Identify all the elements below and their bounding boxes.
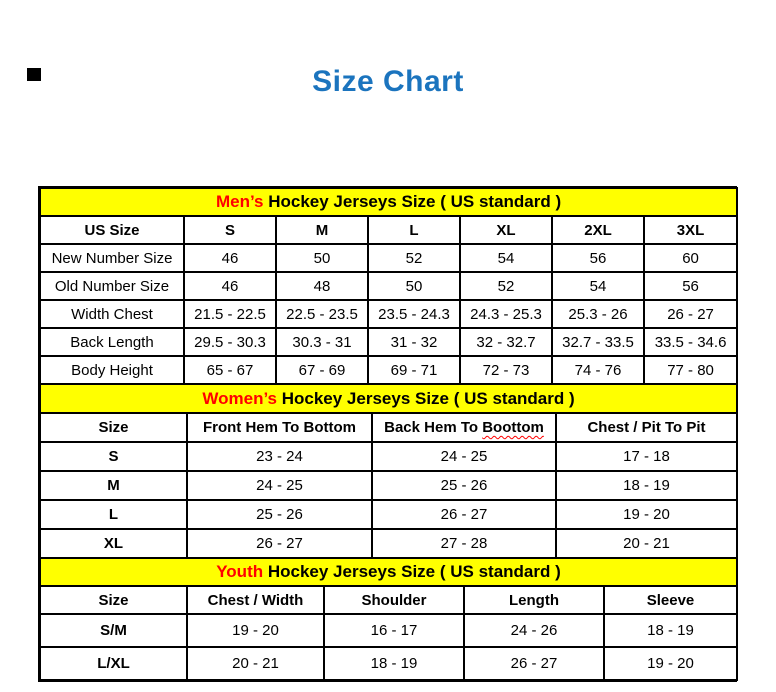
data-cell: 30.3 - 31	[276, 328, 368, 356]
data-cell: 18 - 19	[604, 614, 737, 647]
data-cell: 19 - 20	[604, 647, 737, 680]
youth-section-heading	[40, 559, 737, 586]
data-cell: 19 - 20	[556, 500, 737, 529]
data-cell: 54	[460, 244, 552, 272]
row-label: M	[40, 471, 187, 500]
womens-size-table	[39, 385, 738, 559]
data-cell: 24 - 25	[372, 442, 556, 471]
womens-row-xl	[40, 529, 737, 558]
youth-heading-accent: Youth	[216, 562, 264, 581]
data-cell: 25 - 26	[187, 500, 372, 529]
data-cell: 56	[644, 272, 737, 300]
mens-col-m: M	[276, 216, 368, 244]
data-cell: 29.5 - 30.3	[184, 328, 276, 356]
data-cell: 60	[644, 244, 737, 272]
data-cell: 46	[184, 272, 276, 300]
mens-section-heading-row	[40, 188, 737, 216]
data-cell: 26 - 27	[644, 300, 737, 328]
data-cell: 46	[184, 244, 276, 272]
corner-mark	[27, 68, 41, 81]
data-cell: 72 - 73	[460, 356, 552, 384]
mens-heading-rest: Hockey Jerseys Size ( US standard )	[263, 192, 562, 211]
row-label: Back Length	[40, 328, 184, 356]
back-hem-prefix: Back Hem To	[384, 419, 483, 436]
row-label: New Number Size	[40, 244, 184, 272]
row-label: L/XL	[40, 647, 187, 680]
womens-col-chest: Chest / Pit To Pit	[556, 413, 737, 442]
youth-col-sleeve: Sleeve	[604, 586, 737, 614]
data-cell: 54	[552, 272, 644, 300]
mens-size-table	[39, 187, 738, 385]
mens-heading-accent: Men’s	[215, 192, 264, 211]
row-label: Width Chest	[40, 300, 184, 328]
data-cell: 23 - 24	[187, 442, 372, 471]
womens-row-m	[40, 471, 737, 500]
womens-section-heading-row	[40, 385, 737, 413]
youth-size-table	[39, 559, 738, 681]
data-cell: 18 - 19	[324, 647, 464, 680]
data-cell: 26 - 27	[372, 500, 556, 529]
back-hem-misspelled-word: Boottom	[482, 419, 544, 436]
mens-col-3xl: 3XL	[644, 216, 737, 244]
youth-col-size: Size	[40, 586, 187, 614]
data-cell: 67 - 69	[276, 356, 368, 384]
data-cell: 21.5 - 22.5	[184, 300, 276, 328]
row-label: S	[40, 442, 187, 471]
mens-col-l: L	[368, 216, 460, 244]
data-cell: 22.5 - 23.5	[276, 300, 368, 328]
youth-heading-rest: Hockey Jerseys Size ( US standard )	[263, 562, 561, 581]
row-label: L	[40, 500, 187, 529]
data-cell: 26 - 27	[464, 647, 604, 680]
row-label: XL	[40, 529, 187, 558]
womens-section-heading	[40, 385, 737, 413]
data-cell: 17 - 18	[556, 442, 737, 471]
data-cell: 18 - 19	[556, 471, 737, 500]
mens-section-heading	[40, 188, 737, 216]
data-cell: 20 - 21	[556, 529, 737, 558]
womens-row-l	[40, 500, 737, 529]
page-title: Size Chart	[312, 65, 464, 98]
data-cell: 52	[460, 272, 552, 300]
data-cell: 50	[276, 244, 368, 272]
mens-row-back-length	[40, 328, 737, 356]
youth-col-chest-width: Chest / Width	[187, 586, 324, 614]
data-cell: 52	[368, 244, 460, 272]
data-cell: 19 - 20	[187, 614, 324, 647]
data-cell: 20 - 21	[187, 647, 324, 680]
data-cell: 32.7 - 33.5	[552, 328, 644, 356]
youth-section-heading-row	[40, 559, 737, 586]
data-cell: 26 - 27	[187, 529, 372, 558]
data-cell: 24 - 26	[464, 614, 604, 647]
womens-col-back-hem	[372, 413, 556, 442]
youth-col-shoulder: Shoulder	[324, 586, 464, 614]
data-cell: 77 - 80	[644, 356, 737, 384]
youth-row-sm	[40, 614, 737, 647]
youth-row-lxl	[40, 647, 737, 680]
data-cell: 25.3 - 26	[552, 300, 644, 328]
mens-col-xl: XL	[460, 216, 552, 244]
data-cell: 24 - 25	[187, 471, 372, 500]
womens-heading-rest: Hockey Jerseys Size ( US standard )	[277, 388, 575, 408]
womens-col-size: Size	[40, 413, 187, 442]
mens-row-old-number-size	[40, 272, 737, 300]
womens-heading-accent: Women’s	[202, 388, 277, 408]
row-label: Body Height	[40, 356, 184, 384]
mens-row-width-chest	[40, 300, 737, 328]
row-label: S/M	[40, 614, 187, 647]
data-cell: 32 - 32.7	[460, 328, 552, 356]
womens-header-row	[40, 413, 737, 442]
mens-row-body-height	[40, 356, 737, 384]
data-cell: 16 - 17	[324, 614, 464, 647]
row-label: Old Number Size	[40, 272, 184, 300]
data-cell: 69 - 71	[368, 356, 460, 384]
data-cell: 50	[368, 272, 460, 300]
youth-col-length: Length	[464, 586, 604, 614]
mens-col-s: S	[184, 216, 276, 244]
data-cell: 74 - 76	[552, 356, 644, 384]
data-cell: 65 - 67	[184, 356, 276, 384]
data-cell: 33.5 - 34.6	[644, 328, 737, 356]
size-chart	[38, 186, 737, 682]
data-cell: 24.3 - 25.3	[460, 300, 552, 328]
data-cell: 48	[276, 272, 368, 300]
mens-header-row	[40, 216, 737, 244]
data-cell: 25 - 26	[372, 471, 556, 500]
womens-col-front-hem: Front Hem To Bottom	[187, 413, 372, 442]
data-cell: 56	[552, 244, 644, 272]
youth-header-row	[40, 586, 737, 614]
mens-col-2xl: 2XL	[552, 216, 644, 244]
data-cell: 31 - 32	[368, 328, 460, 356]
data-cell: 23.5 - 24.3	[368, 300, 460, 328]
womens-row-s	[40, 442, 737, 471]
data-cell: 27 - 28	[372, 529, 556, 558]
mens-row-new-number-size	[40, 244, 737, 272]
mens-col-us-size: US Size	[40, 216, 184, 244]
